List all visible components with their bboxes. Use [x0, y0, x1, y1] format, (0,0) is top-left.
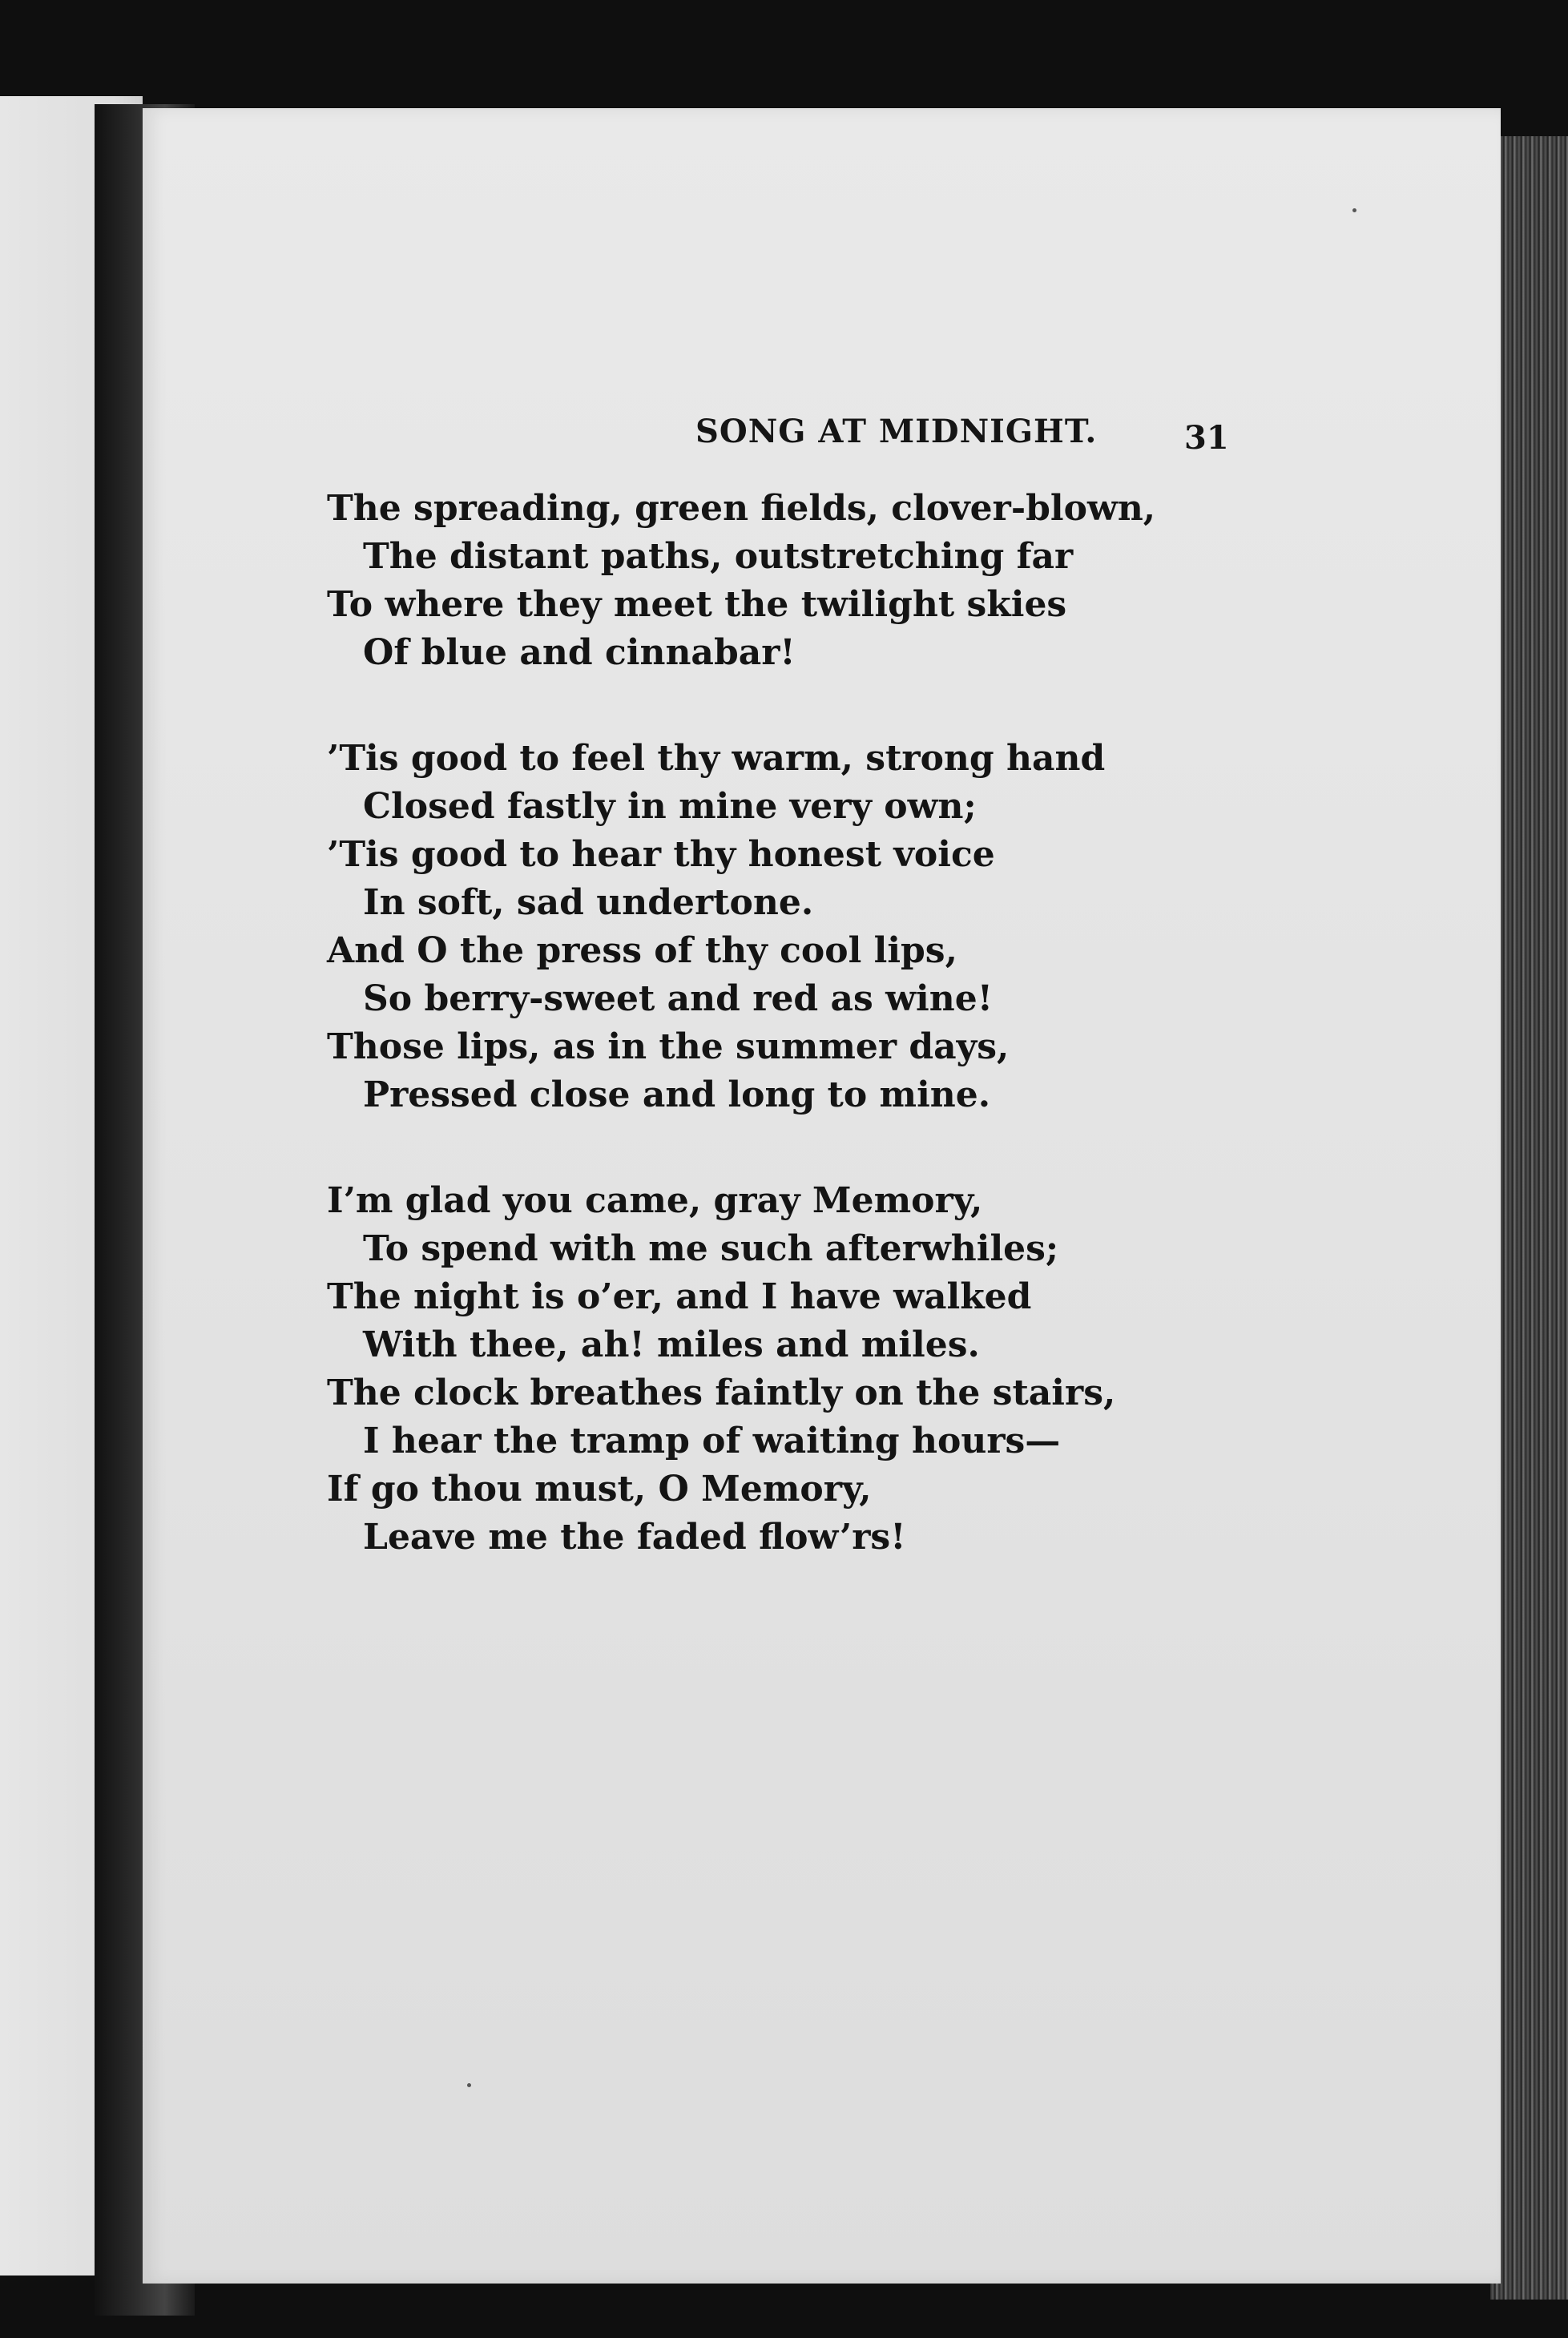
poem-line: In soft, sad undertone.	[363, 882, 814, 923]
poem-line: With thee, ah! miles and miles.	[363, 1324, 980, 1365]
poem-line: I’m glad you came, gray Memory,	[327, 1180, 983, 1221]
poem-line: ’Tis good to hear thy honest voice	[327, 834, 995, 875]
page-number: 31	[1184, 419, 1229, 457]
poem-body	[327, 485, 1368, 1619]
poem-line: ’Tis good to feel thy warm, strong hand	[327, 738, 1106, 779]
stanza	[327, 735, 1368, 1119]
stanza	[327, 1177, 1368, 1562]
poem-line: Closed fastly in mine very own;	[363, 786, 977, 827]
page-block-edge	[1490, 136, 1568, 2300]
poem-line: Pressed close and long to mine.	[363, 1074, 991, 1115]
poem-line: Of blue and cinnabar!	[363, 632, 796, 673]
book-page	[143, 108, 1501, 2284]
poem-line: Leave me the faded flow’rs!	[363, 1517, 906, 1558]
poem-line: So berry-sweet and red as wine!	[363, 978, 994, 1019]
poem-line: And O the press of thy cool lips,	[327, 930, 957, 971]
poem-line: The spreading, green fields, clover-blown,	[327, 488, 1156, 529]
poem-line: To spend with me such afterwhiles;	[363, 1228, 1059, 1269]
poem-line: To where they meet the twilight skies	[327, 584, 1067, 625]
poem-line: I hear the tramp of waiting hours—	[363, 1421, 1061, 1461]
running-head	[551, 413, 1553, 461]
poem-line: Those lips, as in the summer days,	[327, 1026, 1010, 1067]
paper-speck	[467, 2083, 471, 2087]
poem-line: If go thou must, O Memory,	[327, 1469, 872, 1510]
stanza	[327, 485, 1368, 677]
poem-line: The night is o’er, and I have walked	[327, 1276, 1032, 1317]
poem-line: The clock breathes faintly on the stairs,	[327, 1373, 1116, 1413]
running-title: SONG AT MIDNIGHT.	[695, 413, 1098, 450]
page-content	[143, 108, 1501, 2284]
poem-line: The distant paths, outstretching far	[363, 536, 1074, 577]
paper-speck	[1352, 208, 1356, 212]
